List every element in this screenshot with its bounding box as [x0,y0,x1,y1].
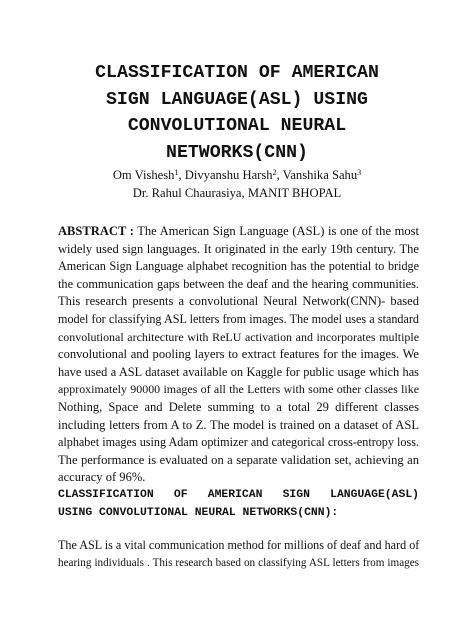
title-line: CONVOLUTIONAL NEURAL [127,116,347,136]
author-list: Om Vishesh$^1$, Divyanshu Harsh$^2$, Vanshika Sahu$^3$ [112,168,362,182]
section-heading-line: CLASSIFICATION OF AMERICAN SIGN LANGUAGE(ASL) [58,489,419,501]
abstract-line [58,223,419,241]
abstract-line: This research presents a convolutional Neural Network(CNN)- based [58,294,419,309]
author-name: Divyanshu Harsh [184,168,273,182]
title-line: NETWORKS(CNN) [166,142,308,163]
abstract-line: approximately 90000 images of all the Letters with some other classes like [58,382,419,397]
title-line: SIGN LANGUAGE(ASL) USING [106,89,368,110]
section-heading [58,486,419,522]
paper-title [40,60,434,166]
body-line: The ASL is a vital communication method for millions of deaf and hard of [58,538,420,552]
abstract-paragraph [58,223,419,487]
author-block [40,166,434,202]
abstract-line: widely used sign languages. It originated in the early 19th century. The [58,241,419,256]
abstract-text: The American Sign Language (ASL) is one of the most [133,224,419,238]
abstract-line: The performance is evaluated on a separate validation set, achieving an [58,452,419,467]
abstract-line: model for classifying ASL letters from images. The model uses a standard [58,311,419,326]
abstract-line: American Sign Language alphabet recognition has the potential to bridge [58,259,419,274]
abstract-line: accuracy of 96%. [58,470,146,485]
abstract-line: convolutional and pooling layers to extract features for the images. We [58,347,419,362]
abstract-line: have used a ASL dataset available on Kaggle for public usage which has [58,364,419,379]
author-superscript: 2 [272,168,277,177]
author-superscript: 3 [357,168,362,177]
author-superscript: 1 [174,168,179,177]
affiliation: Dr. Rahul Chaurasiya, MANIT BHOPAL [132,186,342,200]
abstract-line: convolutional architecture with ReLU activation and incorporates multiple [58,329,419,344]
abstract-line: including letters from A to Z. The model is trained on a dataset of ASL [58,417,419,432]
abstract-line: the communication gaps between the deaf and the hearing communities. [58,276,419,291]
body-line: hearing individuals . This research based on classifying ASL letters from images [58,556,419,569]
author-name: Vanshika Sahu [282,168,358,182]
abstract-label: ABSTRACT : [58,224,134,238]
body-paragraph [58,537,419,572]
author-name: Om Vishesh [112,168,175,182]
abstract-line: alphabet images using Adam optimizer and categorical cross-entropy loss. [58,435,419,450]
section-heading-line: USING CONVOLUTIONAL NEURAL NETWORKS(CNN): [58,507,339,519]
title-line: CLASSIFICATION OF AMERICAN [95,63,379,83]
abstract-line: Nothing, Space and Delete summing to a total 29 different classes [58,399,419,414]
